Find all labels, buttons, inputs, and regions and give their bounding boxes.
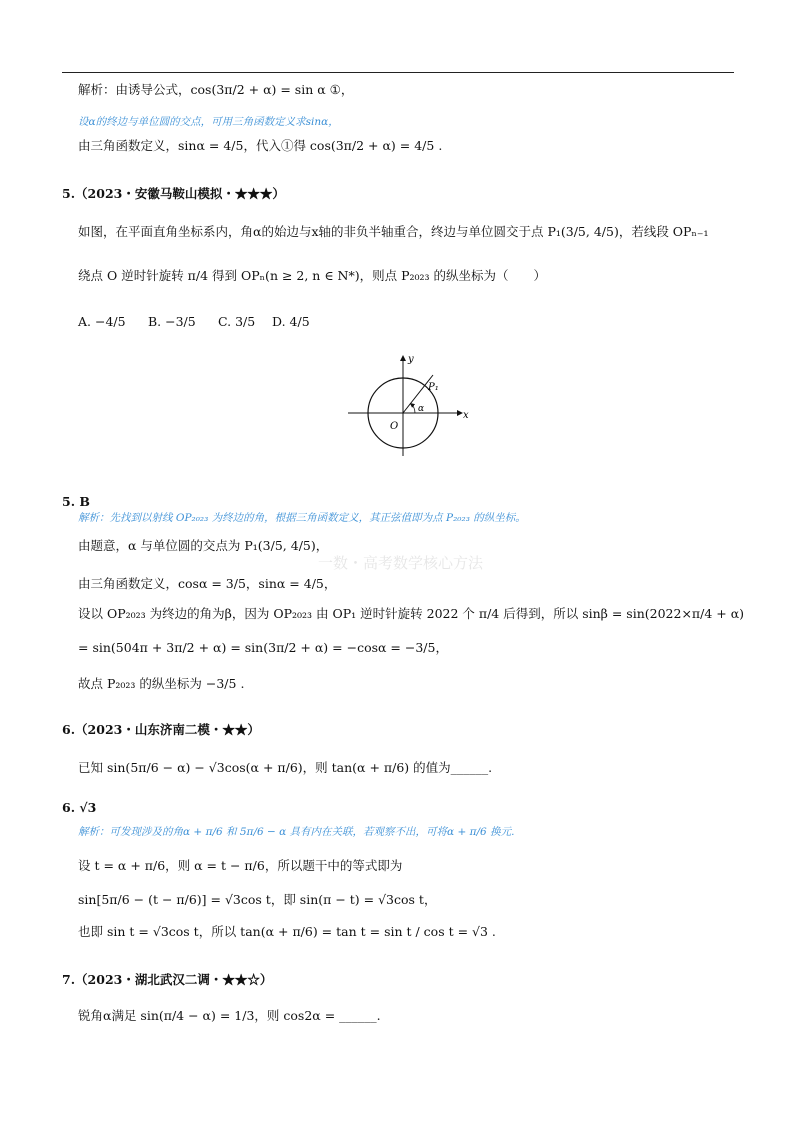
a5-header: 5. B bbox=[62, 494, 90, 509]
q5-option-a: A. −4/5 bbox=[78, 314, 126, 329]
a5-line3: 由三角函数定义，cosα = 3/5，sinα = 4/5， bbox=[78, 576, 337, 591]
origin-label: O bbox=[390, 421, 399, 432]
a5-line6: 故点 P₂₀₂₃ 的纵坐标为 −3/5 . bbox=[78, 676, 245, 691]
q5-option-c: C. 3/5 bbox=[218, 314, 256, 329]
angle-arc bbox=[411, 404, 416, 414]
x-axis-label: x bbox=[463, 410, 469, 421]
q7-line1: 锐角α满足 sin(π/4 − α) = 1/3，则 cos2α = ______. bbox=[78, 1008, 381, 1023]
a6-header: 6. √3 bbox=[62, 800, 97, 815]
q6-line1: 已知 sin(5π/6 − α) − √3cos(α + π/6)，则 tan(α + π/6) 的值为______. bbox=[78, 760, 493, 775]
q5-line1: 如图，在平面直角坐标系内，角α的始边与x轴的非负半轴重合，终边与单位圆交于点 P₁(3/5, 4/5)，若线段 OPₙ₋₁ bbox=[78, 224, 709, 239]
a5-line4: 设以 OP₂₀₂₃ 为终边的角为β，因为 OP₂₀₂₃ 由 OP₁ 逆时针旋转 2022 个 π/4 后得到，所以 sinβ = sin(2022×π/4 + α) bbox=[78, 606, 745, 621]
alpha-label: α bbox=[418, 404, 425, 414]
analysis4-line1: 解析：由诱导公式，cos(3π/2 + α) = sin α ①， bbox=[78, 82, 354, 97]
y-axis-label: y bbox=[408, 354, 414, 365]
watermark: 一数・高考数学核心方法 bbox=[318, 554, 484, 572]
header-rule bbox=[62, 72, 734, 73]
q5-option-d: D. 4/5 bbox=[272, 314, 310, 329]
a5-line2: 由题意，α 与单位圆的交点为 P₁(3/5, 4/5)， bbox=[78, 538, 329, 553]
analysis4-note: 设α的终边与单位圆的交点，可用三角函数定义求sinα， bbox=[78, 116, 339, 128]
unit-circle-figure bbox=[340, 350, 470, 460]
q5-option-b: B. −3/5 bbox=[148, 314, 196, 329]
a5-line5: = sin(504π + 3π/2 + α) = sin(3π/2 + α) = −cosα = −3/5， bbox=[78, 640, 448, 655]
analysis4-line3: 由三角函数定义，sinα = 4/5，代入①得 cos(3π/2 + α) = 4/5 . bbox=[78, 138, 443, 153]
q6-header: 6.（2023・山东济南二模・★★） bbox=[62, 722, 260, 737]
a6-note: 解析：可发现涉及的角α + π/6 和 5π/6 − α 具有内在关联，若观察不出，可将α + π/6 换元. bbox=[78, 826, 515, 838]
q7-header: 7.（2023・湖北武汉二调・★★☆） bbox=[62, 972, 273, 987]
a6-line4: 也即 sin t = √3cos t，所以 tan(α + π/6) = tan t = sin t / cos t = √3 . bbox=[78, 924, 496, 939]
q5-header: 5.（2023・安徽马鞍山模拟・★★★） bbox=[62, 186, 285, 201]
p1-label: P₁ bbox=[428, 382, 439, 393]
a6-line3: sin[5π/6 − (t − π/6)] = √3cos t，即 sin(π − t) = √3cos t， bbox=[78, 892, 437, 907]
a5-note: 解析：先找到以射线 OP₂₀₂₃ 为终边的角，根据三角函数定义，其正弦值即为点 P₂₀₂₃ 的纵坐标。 bbox=[78, 512, 526, 524]
a6-line2: 设 t = α + π/6，则 α = t − π/6，所以题干中的等式即为 bbox=[78, 858, 403, 873]
q5-line2: 绕点 O 逆时针旋转 π/4 得到 OPₙ(n ≥ 2, n ∈ N*)，则点 P₂₀₂₃ 的纵坐标为（ ） bbox=[78, 268, 547, 283]
